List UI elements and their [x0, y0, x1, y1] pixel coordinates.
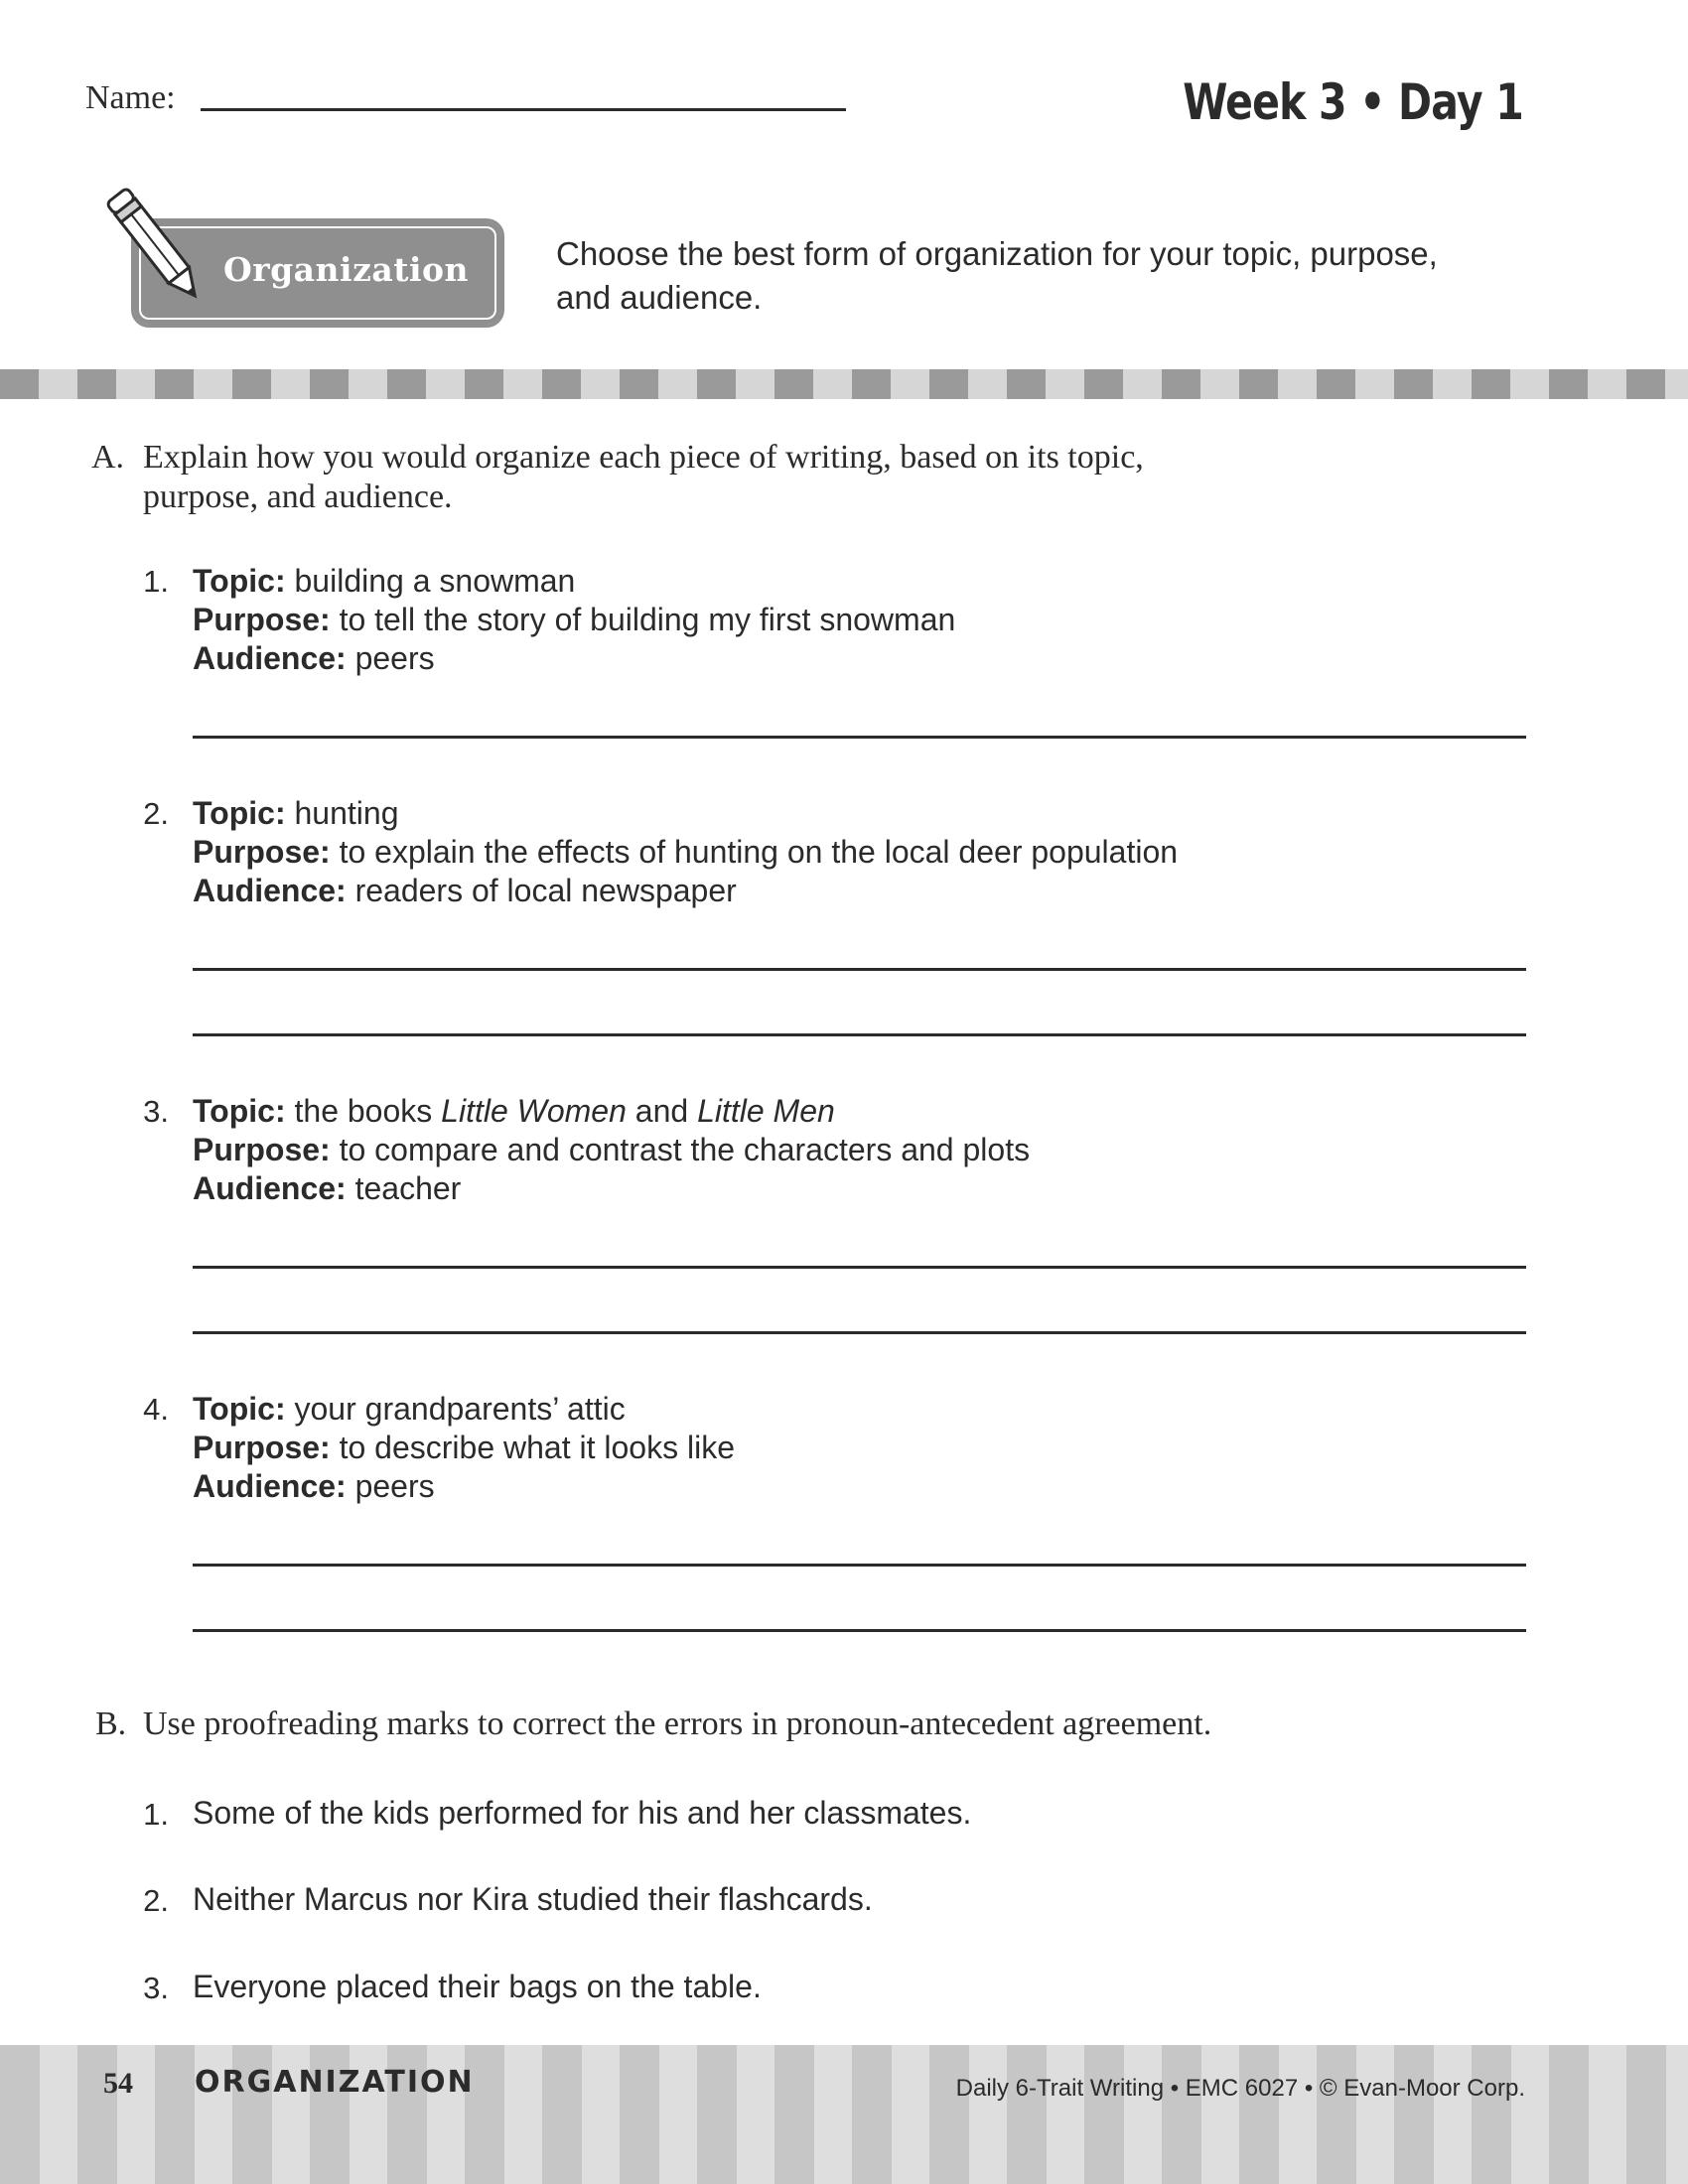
list-item: Some of the kids performed for his and her classmates. — [193, 1795, 972, 1831]
name-field-line[interactable] — [201, 108, 846, 111]
answer-line[interactable] — [193, 736, 1526, 739]
name-label: Name: — [85, 79, 176, 116]
footer-credit: Daily 6-Trait Writing • EMC 6027 • © Evan-Moor Corp. — [955, 2075, 1525, 2102]
answer-line[interactable] — [193, 1266, 1526, 1269]
item-number: 1. — [143, 1797, 169, 1832]
item-number: 3. — [143, 1094, 169, 1129]
item-number: 2. — [143, 1883, 169, 1918]
page-title: Week 3 • Day 1 — [1183, 73, 1523, 131]
list-item: Topic: hunting Purpose: to explain the effects of hunting on the local deer population Audience: readers of local newspaper — [193, 795, 1179, 908]
footer-trait-label: ORGANIZATION — [195, 2065, 475, 2100]
answer-line[interactable] — [193, 1629, 1526, 1632]
section-b-letter: B. — [95, 1706, 127, 1742]
trait-instruction: Choose the best form of organization for your topic, purpose, and audience. — [556, 235, 1438, 316]
answer-line[interactable] — [193, 1331, 1526, 1334]
item-number: 3. — [143, 1971, 169, 2005]
pencil-icon — [85, 177, 224, 316]
item-number: 1. — [143, 564, 169, 599]
item-number: 2. — [143, 796, 169, 831]
list-item: Topic: the books Little Women and Little Men Purpose: to compare and contrast the characters and plots Audience: teacher — [193, 1093, 1031, 1206]
section-a-letter: A. — [91, 439, 125, 476]
list-item: Topic: your grandparents’ attic Purpose: to describe what it looks like Audience: peers — [193, 1391, 735, 1504]
section-b-instruction: Use proofreading marks to correct the errors in pronoun-antecedent agreement. — [143, 1706, 1212, 1742]
list-item: Neither Marcus nor Kira studied their flashcards. — [193, 1881, 873, 1917]
item-number: 4. — [143, 1392, 169, 1427]
answer-line[interactable] — [193, 1033, 1526, 1036]
decorative-stripe-band — [0, 369, 1688, 399]
answer-line[interactable] — [193, 1564, 1526, 1567]
list-item: Topic: building a snowman Purpose: to tell the story of building my first snowman Audience: peers — [193, 563, 956, 676]
trait-badge-label: Organization — [222, 250, 469, 289]
section-a-instruction: Explain how you would organize each piece of writing, based on its topic, purpose, and audience. — [143, 439, 1144, 515]
answer-line[interactable] — [193, 968, 1526, 971]
list-item: Everyone placed their bags on the table. — [193, 1969, 762, 2004]
page-number: 54 — [103, 2067, 133, 2100]
